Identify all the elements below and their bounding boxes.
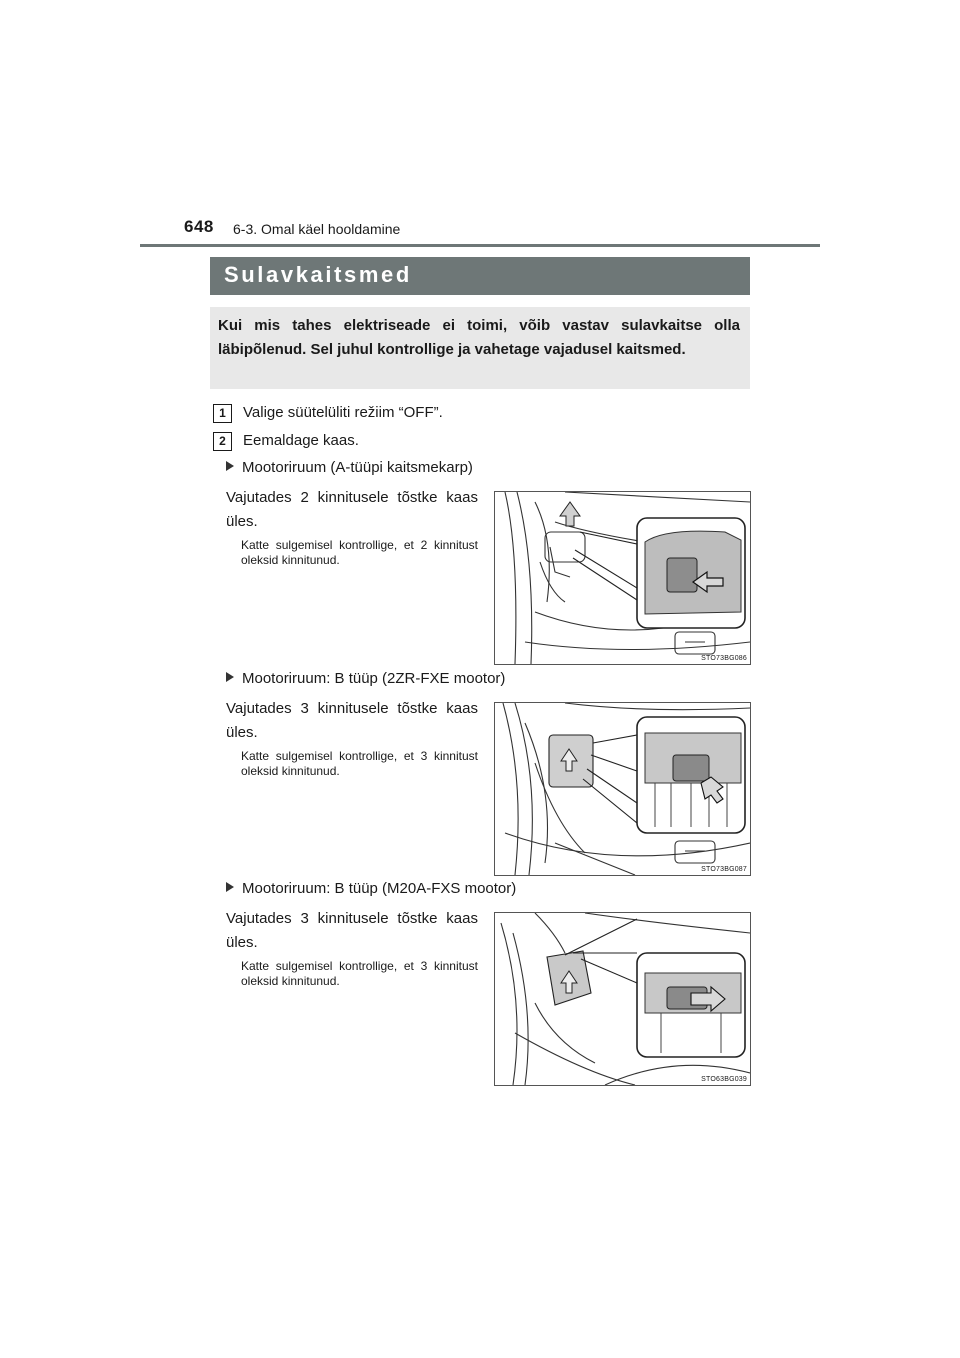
figure-fuse-box-a [494,491,751,665]
page-title: Sulavkaitsmed [224,262,412,287]
engine-bay-illustration [495,703,750,875]
note-c: Katte sulgemisel kontrollige, et 3 kinnitust oleksid kinnitunud. [241,959,478,988]
step-number: 2 [213,432,232,451]
section-label: 6-3. Omal käel hooldamine [233,221,401,237]
instruction-b: Vajutades 3 kinnitusele tõstke kaas üles. [226,700,478,741]
triangle-bullet-icon [226,461,234,471]
section-heading-b: Mootoriruum: B tüüp (2ZR-FXE mootor) [226,670,505,687]
instruction-a: Vajutades 2 kinnitusele tõstke kaas üles. [226,489,478,530]
note-b: Katte sulgemisel kontrollige, et 3 kinnitust oleksid kinnitunud. [241,749,478,778]
figure-code: STO73BG087 [701,866,747,873]
triangle-bullet-icon [226,882,234,892]
intro-text: Kui mis tahes elektriseade ei toimi, võib vastav sulavkaitse olla läbipõlenud. Sel juhul kontrollige ja vahetage vajadusel kaitsmed. [218,317,740,358]
title-bar [210,257,750,295]
figure-code: STO63BG039 [701,1076,747,1083]
step-text: Valige süütelüliti režiim “OFF”. [243,404,443,421]
note-a: Katte sulgemisel kontrollige, et 2 kinnitust oleksid kinnitunud. [241,538,478,567]
page-number: 648 [184,217,214,236]
figure-fuse-box-b [494,702,751,876]
instruction-c: Vajutades 3 kinnitusele tõstke kaas üles. [226,910,478,951]
engine-bay-illustration [495,492,750,664]
step-text: Eemaldage kaas. [243,432,359,449]
triangle-bullet-icon [226,672,234,682]
step-number: 1 [213,404,232,423]
figure-code: STO73BG086 [701,655,747,662]
section-heading-c: Mootoriruum: B tüüp (M20A-FXS mootor) [226,880,516,897]
engine-bay-illustration [495,913,750,1085]
header-divider [140,244,820,247]
intro-box [210,307,750,389]
section-heading-a: Mootoriruum (A-tüüpi kaitsmekarp) [226,459,473,476]
figure-fuse-box-c [494,912,751,1086]
